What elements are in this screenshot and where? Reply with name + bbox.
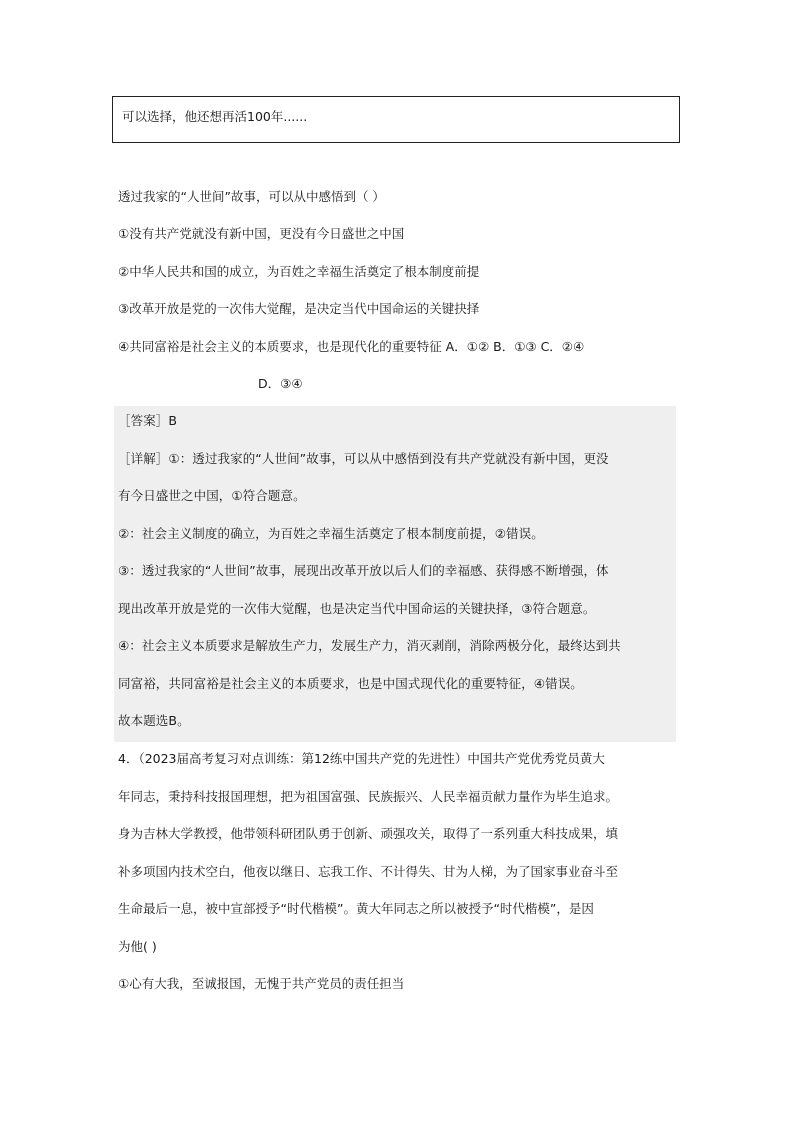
question-3-option-3: ③改革开放是党的一次伟大觉醒，是决定当代中国命运的关键抉择 [118, 301, 480, 316]
question-3-option-2: ②中华人民共和国的成立，为百姓之幸福生活奠定了根本制度前提 [118, 264, 480, 279]
answer-explanation-block [114, 406, 676, 742]
question-3-option-4-and-choices: ④共同富裕是社会主义的本质要求，也是现代化的重要特征 A．①② B．①③ C．②④ [118, 339, 585, 354]
explanation-line-5: 现出改革开放是党的一次伟大觉醒，也是决定当代中国命运的关键抉择，③符合题意。 [118, 601, 596, 616]
conclusion-line: 故本题选B。 [118, 713, 190, 728]
explanation-line-6: ④：社会主义本质要求是解放生产力，发展生产力，消灭剥削，消除两极分化，最终达到共 [118, 638, 621, 653]
material-text: 可以选择，他还想再活100年...... [122, 109, 308, 124]
explanation-line-2: 有今日盛世之中国，①符合题意。 [118, 488, 306, 503]
explanation-line-1: ［详解］①：透过我家的“人世间”故事，可以从中感悟到没有共产党就没有新中国，更没 [118, 451, 609, 466]
explanation-line-7: 同富裕，共同富裕是社会主义的本质要求，也是中国式现代化的重要特征，④错误。 [118, 676, 583, 691]
question-4-line-1: 4．（2023届高考复习对点训练：第12练中国共产党的先进性）中国共产党优秀党员黄大 [118, 751, 605, 766]
question-4-line-3: 身为吉林大学教授，他带领科研团队勇于创新、顽强攻关，取得了一系列重大科技成果，填 [118, 826, 619, 841]
question-4-option-1: ①心有大我，至诚报国，无愧于共产党员的责任担当 [118, 976, 405, 991]
question-3-option-1: ①没有共产党就没有新中国，更没有今日盛世之中国 [118, 226, 405, 241]
material-text-box [112, 96, 680, 143]
question-4-line-4: 补多项国内技术空白，他夜以继日、忘我工作、不计得失、甘为人梯，为了国家事业奋斗至 [118, 864, 619, 879]
question-4-line-2: 年同志，秉持科技报国理想，把为祖国富强、民族振兴、人民幸福贡献力量作为毕生追求。 [118, 789, 619, 804]
explanation-line-4: ③：透过我家的“人世间”故事，展现出改革开放以后人们的幸福感、获得感不断增强，体 [118, 563, 609, 578]
explanation-line-3: ②：社会主义制度的确立，为百姓之幸福生活奠定了根本制度前提，②错误。 [118, 526, 544, 541]
answer-line: ［答案］B [118, 413, 178, 428]
question-4-line-5: 生命最后一息，被中宣部授予“时代楷模”。黄大年同志之所以被授予“时代楷模”，是因 [118, 901, 594, 916]
question-3-stem: 透过我家的“人世间”故事，可以从中感悟到（ ） [118, 189, 385, 204]
question-3-choice-d: D．③④ [258, 376, 303, 391]
question-4-line-6: 为他( ) [118, 939, 157, 954]
